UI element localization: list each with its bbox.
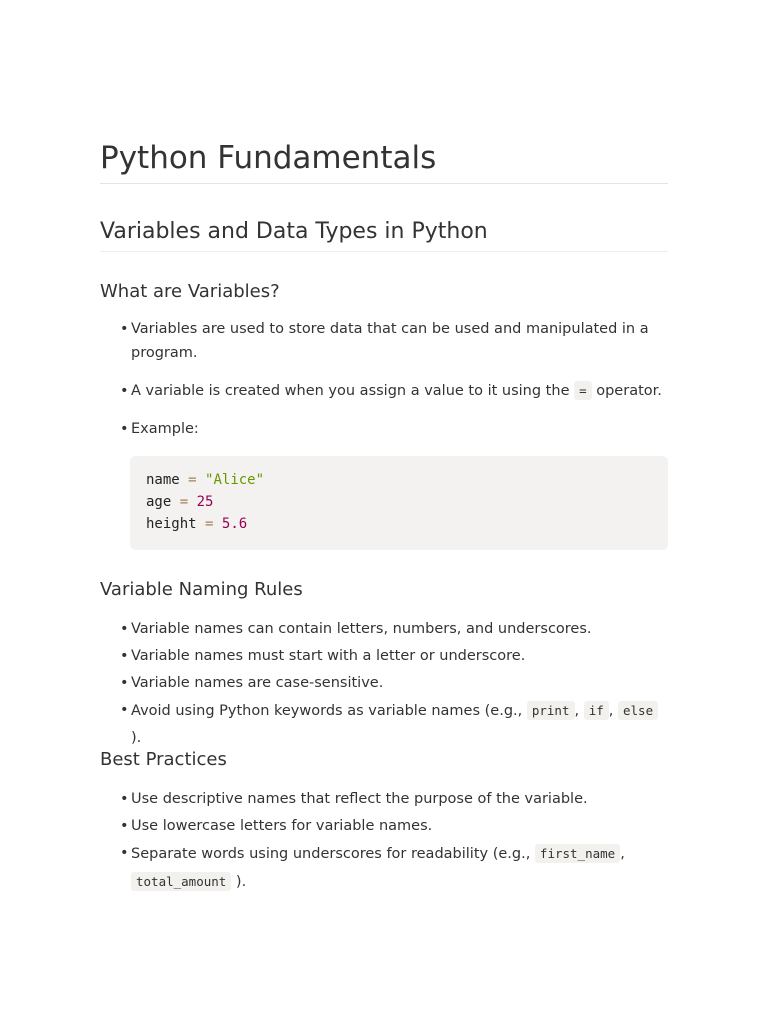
- list-item: [100, 813, 668, 840]
- inline-code: else: [618, 701, 658, 720]
- list-item: [100, 379, 668, 403]
- bullet-text: Example:: [131, 421, 199, 437]
- heading-what-are-variables: What are Variables?: [100, 281, 280, 302]
- bullet-text: Use lowercase letters for variable names.: [131, 818, 433, 834]
- bullet-text: Avoid using Python keywords as variable names (e.g.,: [131, 703, 523, 719]
- heading-best-practices: Best Practices: [100, 749, 227, 770]
- code-operator: =: [205, 516, 214, 532]
- bullet-text: ).: [131, 730, 142, 746]
- code-var: name: [146, 472, 180, 488]
- section-divider: [100, 251, 668, 252]
- list-item: [100, 317, 668, 365]
- code-var: height: [146, 516, 197, 532]
- inline-code: first_name: [535, 844, 620, 863]
- code-line: [146, 491, 652, 513]
- inline-code: total_amount: [131, 872, 231, 891]
- separator: ,: [574, 703, 580, 719]
- bullet-text: Variable names can contain letters, numbers, and underscores.: [131, 621, 592, 637]
- page-title: Python Fundamentals: [100, 140, 437, 176]
- naming-rules-list: [100, 616, 668, 752]
- code-block: [130, 456, 668, 550]
- separator: ,: [608, 703, 614, 719]
- bullet-text: A variable is created when you assign a value to it using the: [131, 383, 570, 399]
- title-divider: [100, 183, 668, 184]
- best-practices-list: [100, 786, 668, 896]
- bullet-text: ).: [235, 874, 247, 890]
- section-title: Variables and Data Types in Python: [100, 219, 488, 244]
- inline-code: if: [584, 701, 609, 720]
- list-item: [100, 786, 668, 813]
- code-line: [146, 513, 652, 535]
- bullet-text: Variable names are case-sensitive.: [131, 675, 384, 691]
- heading-naming-rules: Variable Naming Rules: [100, 579, 303, 600]
- bullet-text: Variables are used to store data that can be used and manipulated in a program.: [131, 321, 649, 361]
- variables-list: [100, 317, 668, 441]
- code-value: 25: [196, 494, 214, 510]
- list-item: [100, 697, 668, 752]
- code-value: 5.6: [221, 516, 248, 532]
- separator: ,: [620, 846, 625, 862]
- code-line: [146, 469, 652, 491]
- list-item: [100, 670, 668, 697]
- list-item: [100, 643, 668, 670]
- bullet-text: Variable names must start with a letter or underscore.: [131, 648, 526, 664]
- list-item: [100, 417, 668, 441]
- code-value: "Alice": [205, 472, 265, 488]
- code-var: age: [146, 494, 172, 510]
- inline-code: print: [527, 701, 575, 720]
- bullet-text: operator.: [596, 383, 662, 399]
- bullet-text: Separate words using underscores for readability (e.g.,: [131, 846, 531, 862]
- code-operator: =: [179, 494, 189, 510]
- code-operator: =: [188, 472, 197, 488]
- list-item: [100, 840, 668, 896]
- bullet-text: Use descriptive names that reflect the purpose of the variable.: [131, 791, 588, 807]
- list-item: [100, 616, 668, 643]
- inline-code: =: [574, 381, 592, 400]
